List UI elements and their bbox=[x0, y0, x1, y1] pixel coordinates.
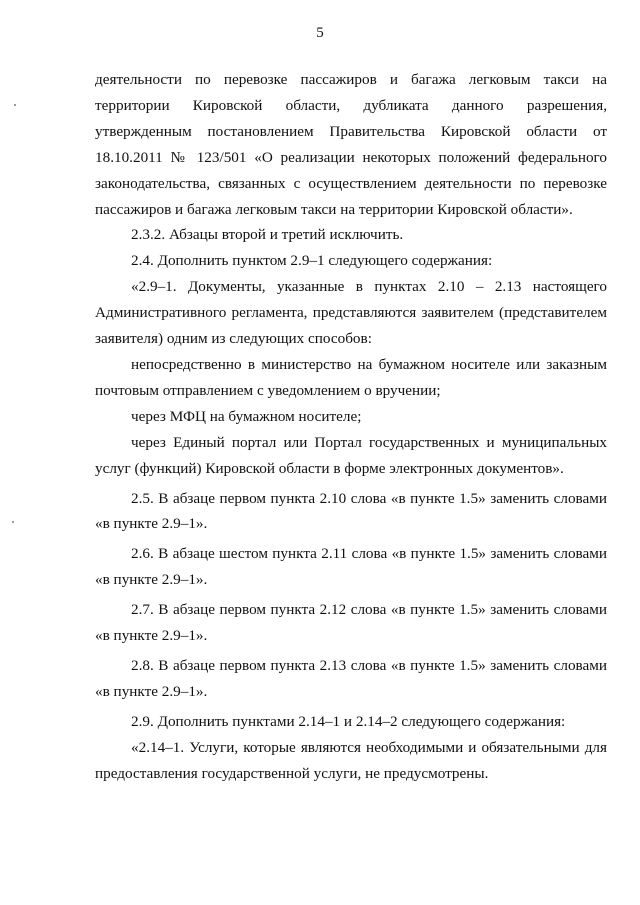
margin-dot bbox=[12, 521, 14, 523]
margin-dot bbox=[14, 104, 16, 106]
document-body bbox=[95, 67, 607, 786]
paragraph-continuation: деятельности по перевозке пассажиров и багажа легковым такси на территории Кировской области, дубликата данного разрешения, утвержденным постановлением Правительства Кировской области от 18.10.2011 № 123/501 «О реализации некоторых положений федерального законодательства, связанных с осуществлением деятельности по перевозке пассажиров и багажа легковым такси на территории Кировской области». bbox=[95, 71, 607, 218]
paragraph-item-2-4: 2.4. Дополнить пунктом 2.9–1 следующего содержания: bbox=[131, 252, 493, 270]
paragraph-item-2-7: 2.7. В абзаце первом пункта 2.12 слова «в пункте 1.5» заменить словами «в пункте 2.9–1». bbox=[95, 601, 607, 645]
paragraph-quote-2-14-1: «2.14–1. Услуги, которые являются необходимыми и обязательными для предоставления государственной услуги, не предусмотрены. bbox=[95, 738, 607, 782]
paragraph-item-2-5: 2.5. В абзаце первом пункта 2.10 слова «в пункте 1.5» заменить словами «в пункте 2.9–1». bbox=[95, 489, 607, 533]
paragraph-method-portal: через Единый портал или Портал государственных и муниципальных услуг (функций) Кировской области в форме электронных документов». bbox=[95, 433, 607, 477]
page-number: 5 bbox=[316, 25, 324, 41]
paragraph-item-2-8: 2.8. В абзаце первом пункта 2.13 слова «в пункте 1.5» заменить словами «в пункте 2.9–1». bbox=[95, 656, 607, 700]
paragraph-method-mfc: через МФЦ на бумажном носителе; bbox=[131, 407, 362, 425]
paragraph-item-2-3-2: 2.3.2. Абзацы второй и третий исключить. bbox=[131, 226, 404, 244]
paragraph-item-2-9: 2.9. Дополнить пунктами 2.14–1 и 2.14–2 следующего содержания: bbox=[131, 712, 566, 730]
paragraph-item-2-6: 2.6. В абзаце шестом пункта 2.11 слова «в пункте 1.5» заменить словами «в пункте 2.9–1». bbox=[95, 545, 607, 589]
paragraph-quote-2-9-1: «2.9–1. Документы, указанные в пунктах 2.10 – 2.13 настоящего Административного регламента, представляются заявителем (представителем заявителя) одним из следующих способов: bbox=[95, 278, 607, 348]
paragraph-method-paper: непосредственно в министерство на бумажном носителе или заказным почтовым отправлением с уведомлением о вручении; bbox=[95, 355, 607, 399]
